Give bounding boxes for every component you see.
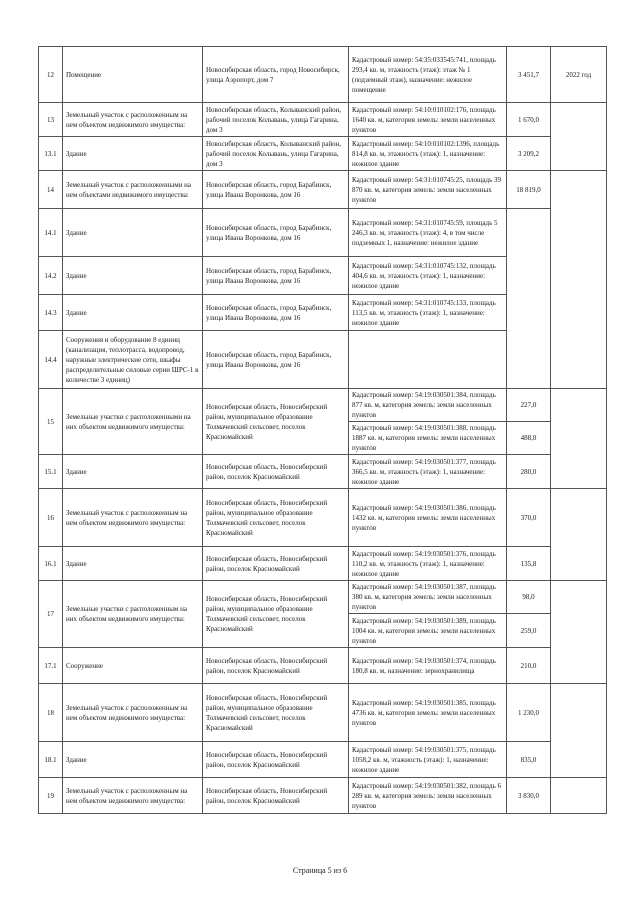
table-row — [39, 209, 607, 257]
object-characteristics: Кадастровый номер: 54:19:030501:382, площадь 6 289 кв. м, категория земель: земли населенных пунктов — [349, 778, 507, 814]
object-address: Новосибирская область, Новосибирский район, поселок Красномайский — [203, 547, 349, 581]
object-name: Здание — [63, 209, 203, 257]
object-address: Новосибирская область, город Барабинск, улица Ивана Воронкова, дом 16 — [203, 295, 349, 331]
object-name: Сооружения и оборудование 8 единиц (канализация, теплотрасса, водопровод, наружные электрические сети, шкафы распределительные силовые серии ШРС-1 в количестве 3 единиц) — [63, 331, 203, 389]
object-name: Здание — [63, 742, 203, 778]
sale-year: 2022 год — [551, 47, 607, 103]
table-row — [39, 489, 607, 547]
table-row — [39, 742, 607, 778]
object-area: 1 670,0 — [507, 103, 551, 137]
object-name: Земельный участок с расположенным на нем объектом недвижимого имущества: — [63, 489, 203, 547]
object-area: 98,0 — [507, 581, 551, 614]
object-name: Земельный участок с расположенными на нем объектами недвижимого имущества: — [63, 171, 203, 209]
object-characteristics: Кадастровый номер: 54:10:010102:176, площадь 1640 кв. м, категория земель: земли населенных пунктов — [349, 103, 507, 137]
object-characteristics: Кадастровый номер: 54:31:010745:25, площадь 39 870 кв. м, категория земель: земли населенных пунктов — [349, 171, 507, 209]
object-name: Здание — [63, 295, 203, 331]
table-row — [39, 455, 607, 489]
object-characteristics: Кадастровый номер: 54:19:030501:376, площадь 110,2 кв. м, этажность (этаж): 1, назначение: нежилое здание — [349, 547, 507, 581]
object-characteristics: Кадастровый номер: 54:19:030501:374, площадь 180,8 кв. м, назначение: зернохранилища — [349, 648, 507, 684]
table-row — [39, 778, 607, 814]
object-name: Земельный участок с расположенным на нем объектом недвижимого имущества: — [63, 684, 203, 742]
object-characteristics: Кадастровый номер: 54:31:010745:59, площадь 5 246,3 кв. м, этажность (этаж): 4, в том числе подземных 1, назначение: нежилое здание — [349, 209, 507, 257]
object-address: Новосибирская область, Новосибирский район, муниципальное образование Толмачевский сельсовет, поселок Красномайский — [203, 489, 349, 547]
table-row — [39, 547, 607, 581]
object-area: 1 230,0 — [507, 684, 551, 742]
row-number: 14.2 — [39, 257, 63, 295]
object-name: Помещение — [63, 47, 203, 103]
object-characteristics: Кадастровый номер: 54:35:033545:741, площадь 293,4 кв. м, этажность (этаж): этаж № 1 (подземный этаж), назначение: нежилое помещение — [349, 47, 507, 103]
object-area: 3 209,2 — [507, 137, 551, 171]
object-area: 835,0 — [507, 742, 551, 778]
object-address: Новосибирская область, город Барабинск, улица Ивана Воронкова, дом 16 — [203, 331, 349, 389]
object-area: 3 451,7 — [507, 47, 551, 103]
row-number: 14 — [39, 171, 63, 209]
row-number: 13 — [39, 103, 63, 137]
object-characteristics: Кадастровый номер: 54:10:010102:1396, площадь 814,8 кв. м, этажность (этаж): 1, назначение: нежилое здание — [349, 137, 507, 171]
object-name: Сооружение — [63, 648, 203, 684]
object-name: Земельные участки с расположенными на них объектом недвижимого имущества: — [63, 389, 203, 455]
object-characteristics: Кадастровый номер: 54:31:010745:132, площадь 404,6 кв. м, этажность (этаж): 1, назначение: нежилое здание — [349, 257, 507, 295]
table-row — [39, 389, 607, 422]
object-name: Земельные участки с расположенным на них объектом недвижимого имущества: — [63, 581, 203, 648]
sale-year — [551, 684, 607, 778]
table-row — [39, 648, 607, 684]
table-row — [39, 47, 607, 103]
table-row — [39, 684, 607, 742]
object-address: Новосибирская область, Новосибирский район, поселок Красномайский — [203, 648, 349, 684]
object-area: 210,0 — [507, 648, 551, 684]
object-name: Здание — [63, 455, 203, 489]
object-address: Новосибирская область, Новосибирский район, муниципальное образование Толмачевский сельсовет, поселок Красномайский — [203, 581, 349, 648]
object-area: 3 830,0 — [507, 778, 551, 814]
property-table — [38, 46, 607, 814]
table-row — [39, 137, 607, 171]
object-name: Здание — [63, 137, 203, 171]
object-characteristics: Кадастровый номер: 54:19:030501:384, площадь 877 кв. м, категория земель: земли населенных пунктов — [349, 389, 507, 422]
object-area — [507, 209, 551, 389]
object-address: Новосибирская область, город Барабинск, улица Ивана Воронкова, дом 16 — [203, 257, 349, 295]
sale-year — [551, 778, 607, 814]
object-address: Новосибирская область, Новосибирский район, муниципальное образование Толмачевский сельсовет, поселок Красномайский — [203, 389, 349, 455]
object-name: Земельный участок с расположенным на нем объектом недвижимого имущества: — [63, 778, 203, 814]
page-number: Страница 5 из 6 — [292, 866, 348, 875]
object-area: 370,0 — [507, 489, 551, 547]
sale-year — [551, 171, 607, 389]
object-characteristics: Кадастровый номер: 54:31:010745:133, площадь 113,5 кв. м, этажность (этаж): 1, назначение: нежилое здание — [349, 295, 507, 331]
object-area: 135,8 — [507, 547, 551, 581]
object-characteristics: Кадастровый номер: 54:19:030501:388, площадь 1887 кв. м, категория земель: земли населенных пунктов — [349, 422, 507, 455]
sale-year — [551, 389, 607, 489]
object-characteristics: Кадастровый номер: 54:19:030501:377, площадь 366,5 кв. м, этажность (этаж): 1, назначение: нежилое здание — [349, 455, 507, 489]
object-area: 280,0 — [507, 455, 551, 489]
object-address: Новосибирская область, город Барабинск, улица Ивана Воронкова, дом 16 — [203, 209, 349, 257]
row-number: 15 — [39, 389, 63, 455]
row-number: 15.1 — [39, 455, 63, 489]
object-characteristics: Кадастровый номер: 54:19:030501:389, площадь 1004 кв. м, категория земель: земли населенных пунктов — [349, 614, 507, 648]
row-number: 16 — [39, 489, 63, 547]
row-number: 19 — [39, 778, 63, 814]
row-number: 18.1 — [39, 742, 63, 778]
row-number: 12 — [39, 47, 63, 103]
object-address: Новосибирская область, город Барабинск, улица Ивана Воронкова, дом 16 — [203, 171, 349, 209]
object-address: Новосибирская область, Новосибирский район, муниципальное образование Толмачевский сельсовет, поселок Красномайский — [203, 684, 349, 742]
row-number: 14.1 — [39, 209, 63, 257]
object-characteristics: Кадастровый номер: 54:19:030501:387, площадь 380 кв. м, категория земель: земли населенных пунктов — [349, 581, 507, 614]
table-row — [39, 581, 607, 614]
object-area: 227,0 — [507, 389, 551, 422]
object-address: Новосибирская область, Новосибирский район, поселок Красномайский — [203, 778, 349, 814]
sale-year — [551, 103, 607, 171]
object-area: 259,0 — [507, 614, 551, 648]
object-address: Новосибирская область, Колыванский район, рабочий поселок Колывань, улица Гагарина, дом 3 — [203, 103, 349, 137]
object-name: Земельный участок с расположенным на нем объектом недвижимого имущества: — [63, 103, 203, 137]
table-row — [39, 103, 607, 137]
object-characteristics: Кадастровый номер: 54:19:030501:375, площадь 1058,2 кв. м, этажность (этаж): 1, назначение: нежилое здание — [349, 742, 507, 778]
row-number: 17.1 — [39, 648, 63, 684]
row-number: 14.4 — [39, 331, 63, 389]
row-number: 16.1 — [39, 547, 63, 581]
object-address: Новосибирская область, Новосибирский район, поселок Красномайский — [203, 455, 349, 489]
object-name: Здание — [63, 547, 203, 581]
object-characteristics: Кадастровый номер: 54:19:030501:386, площадь 1432 кв. м, категория земель: земли населенных пунктов — [349, 489, 507, 547]
row-number: 17 — [39, 581, 63, 648]
row-number: 14.3 — [39, 295, 63, 331]
object-area: 488,0 — [507, 422, 551, 455]
object-address: Новосибирская область, город Новосибирск, улица Аэропорт, дом 7 — [203, 47, 349, 103]
object-characteristics: Кадастровый номер: 54:19:030501:385, площадь 4736 кв. м, категория земель: земли населенных пунктов — [349, 684, 507, 742]
sale-year — [551, 581, 607, 684]
sale-year — [551, 489, 607, 581]
object-name: Здание — [63, 257, 203, 295]
table-row — [39, 171, 607, 209]
object-address: Новосибирская область, Новосибирский район, поселок Красномайский — [203, 742, 349, 778]
row-number: 13.1 — [39, 137, 63, 171]
object-area: 18 819,0 — [507, 171, 551, 209]
row-number: 18 — [39, 684, 63, 742]
object-address: Новосибирская область, Колыванский район, рабочий поселок Колывань, улица Гагарина, дом 3 — [203, 137, 349, 171]
object-characteristics — [349, 331, 507, 389]
